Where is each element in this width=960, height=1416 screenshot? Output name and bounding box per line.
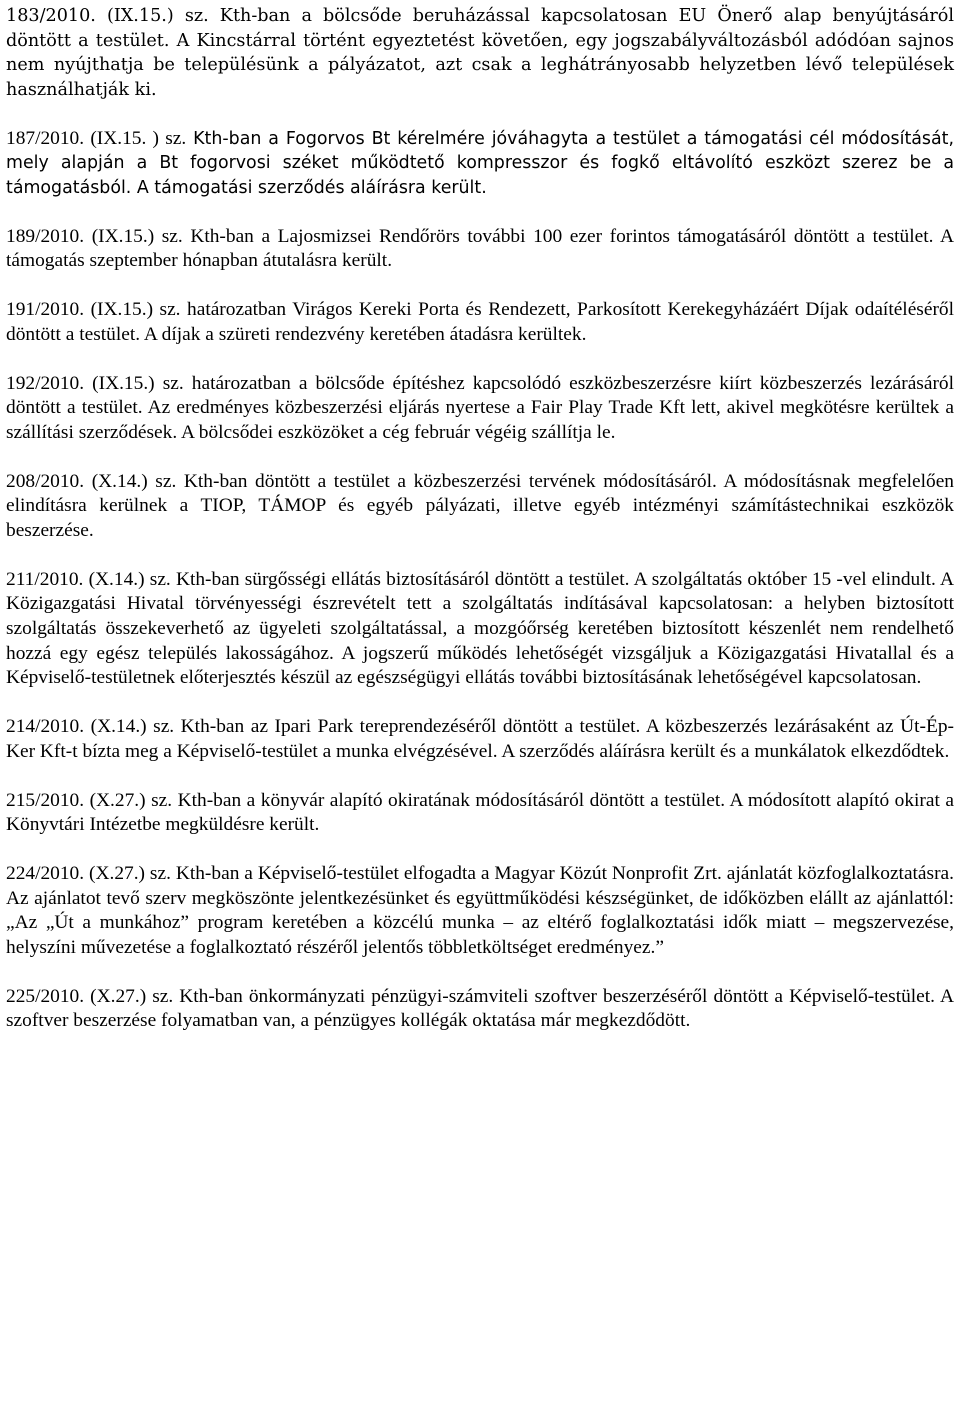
paragraph-211: 211/2010. (X.14.) sz. Kth-ban sürgősségi ellátás biztosításáról döntött a testület. A szolgáltatás október 15 -vel elindult. A Közigazgatási Hivatal törvényességi észrevételt tett a szolgáltatás indításával kapcsolatosan: a helyben biztosított szolgáltatás összekeverhető az ügyeleti szolgáltatással, a mozgóőrség keretében biztosított készenlét nem rendelhető hozzá egy egész település lakosságához. A jogszerű működés lehetőségét vizsgáljuk a Közigazgatási Hivatallal és a Képviselő-testületnek előterjesztés készül az egészségügyi ellátás további biztosításának lehetőségével kapcsolatosan. [6, 568, 954, 689]
paragraph-187-body: Kth-ban a Fogorvos Bt kérelmére jóváhagyta a testület a támogatási cél módosítását, mely alapján a Bt fogorvosi széket működtető kompresszor és fogkő eltávolító eszközt szerez be a támogatásból. A támogatási szerződés aláírásra került. [6, 128, 954, 198]
paragraph-215: 215/2010. (X.27.) sz. Kth-ban a könyvár alapító okiratának módosításáról döntött a testület. A módosított alapító okirat a Könyvtári Intézetbe megküldésre került. [6, 789, 954, 836]
paragraph-189: 189/2010. (IX.15.) sz. Kth-ban a Lajosmizsei Rendőrörs további 100 ezer forintos támogatásáról döntött a testület. A támogatás szeptember hónapban átutalásra került. [6, 225, 954, 272]
paragraph-191: 191/2010. (IX.15.) sz. határozatban Virágos Kereki Porta és Rendezett, Parkosított Kerekegyházáért Díjak odaítéléséről döntött a testület. A díjak a szüreti rendezvény keretében átadásra kerültek. [6, 299, 954, 345]
paragraph-214: 214/2010. (X.14.) sz. Kth-ban az Ipari Park tereprendezéséről döntött a testület. A közbeszerzés lezárásaként az Út-Ép-Ker Kft-t bízta meg a Képviselő-testület a munka elvégzésével. A szerződés aláírásra került és a munkálatok elkezdődtek. [6, 716, 954, 762]
document-page [6, 4, 954, 1058]
paragraph-225: 225/2010. (X.27.) sz. Kth-ban önkormányzati pénzügyi-számviteli szoftver beszerzéséről döntött a Képviselő-testület. A szoftver beszerzése folyamatban van, a pénzügyes kollégák oktatása már megkezdődött. [6, 985, 954, 1032]
paragraph-187 [6, 127, 954, 201]
paragraph-183: 183/2010. (IX.15.) sz. Kth-ban a bölcsőde beruházással kapcsolatosan EU Önerő alap benyújtásáról döntött a testület. A Kincstárral történt egyeztetést követően, egy jogszabályváltozásból adódóan sajnos nem nyújthatja be településünk a pályázatot, azt csak a leghátrányosabb helyzetben lévő települések használhatják ki. [6, 6, 954, 100]
resolution-reference: 187/2010. (IX.15. ) sz. [6, 127, 187, 149]
paragraph-224: 224/2010. (X.27.) sz. Kth-ban a Képviselő-testület elfogadta a Magyar Közút Nonprofit Zrt. ajánlatát közfoglalkoztatásra. Az ajánlatot tevő szerv megköszönte jelentkezésünket és együttműködési készségünket, de időközben elállt az ajánlattól: „Az „Út a munkához” program keretében a közcélú munka – az eltérő foglalkoztatási idők miatt – megszervezése, helyszíni művezetése a foglalkoztató részéről jelentős többletköltséget eredményez.” [6, 863, 954, 958]
paragraph-192: 192/2010. (IX.15.) sz. határozatban a bölcsőde építéshez kapcsolódó eszközbeszerzésre kiírt közbeszerzés lezárásáról döntött a testület. Az eredményes közbeszerzési eljárás nyertese a Fair Play Trade Kft lett, akivel megkötésre kerültek a szállítási szerződések. A bölcsődei eszközöket a cég február végéig szállítja le. [6, 372, 954, 443]
paragraph-208: 208/2010. (X.14.) sz. Kth-ban döntött a testület a közbeszerzési tervének módosításáról. A módosításnak megfelelően elindításra kerülnek a TIOP, TÁMOP és egyéb pályázati, illetve egyéb intézményi számítástechnikai eszközök beszerzése. [6, 470, 954, 541]
